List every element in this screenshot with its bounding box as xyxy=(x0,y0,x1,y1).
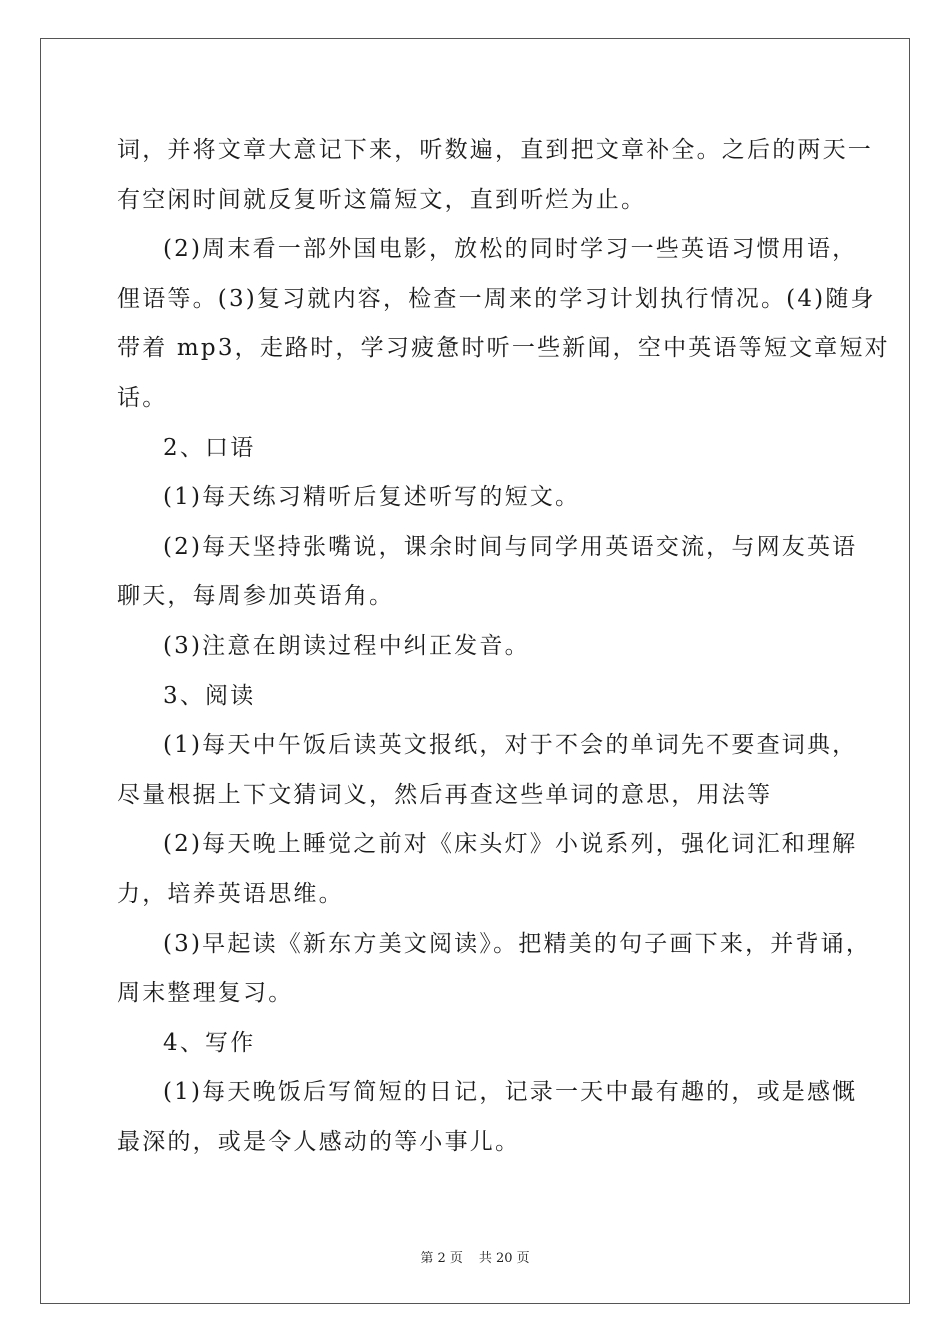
text-line: 聊天，每周参加英语角。 xyxy=(117,583,395,610)
page-number: 第 2 页 xyxy=(420,1251,463,1266)
text-line: (1)每天晚饭后写简短的日记，记录一天中最有趣的，或是感慨 xyxy=(163,1079,858,1106)
text-line: 有空闲时间就反复听这篇短文，直到听烂为止。 xyxy=(117,186,647,213)
text-line: 俚语等。(3)复习就内容，检查一周来的学习计划执行情况。(4)随身 xyxy=(117,285,876,312)
text-line: 最深的，或是令人感动的等小事儿。 xyxy=(117,1128,521,1155)
text-line: 力，培养英语思维。 xyxy=(117,880,344,907)
page-total: 共 20 页 xyxy=(478,1251,530,1266)
text-line: (3)早起读《新东方美文阅读》。把精美的句子画下来，并背诵， xyxy=(163,930,872,957)
text-line: (2)每天晚上睡觉之前对《床头灯》小说系列，强化词汇和理解 xyxy=(163,831,858,858)
text-line: (1)每天练习精听后复述听写的短文。 xyxy=(163,484,581,511)
text-line: 带着 mp3，走路时，学习疲惫时听一些新闻，空中英语等短文章短对 xyxy=(117,335,890,362)
text-line: 话。 xyxy=(117,384,168,411)
document-body xyxy=(117,126,890,1167)
section-heading-reading: 3、阅读 xyxy=(163,682,256,709)
text-line: 尽量根据上下文猜词义，然后再查这些单词的意思，用法等 xyxy=(117,781,773,808)
text-line: 词，并将文章大意记下来，听数遍，直到把文章补全。之后的两天一 xyxy=(117,137,873,163)
section-heading-writing: 4、写作 xyxy=(163,1029,256,1056)
text-line: (2)周末看一部外国电影，放松的同时学习一些英语习惯用语， xyxy=(163,236,858,263)
section-heading-speaking: 2、口语 xyxy=(163,434,256,461)
text-line: (3)注意在朗读过程中纠正发音。 xyxy=(163,632,530,659)
text-line: 周末整理复习。 xyxy=(117,980,294,1007)
text-line: (1)每天中午饭后读英文报纸，对于不会的单词先不要查词典， xyxy=(163,732,858,759)
text-line: (2)每天坚持张嘴说，课余时间与同学用英语交流，与网友英语 xyxy=(163,533,858,560)
page-footer xyxy=(0,1247,950,1266)
